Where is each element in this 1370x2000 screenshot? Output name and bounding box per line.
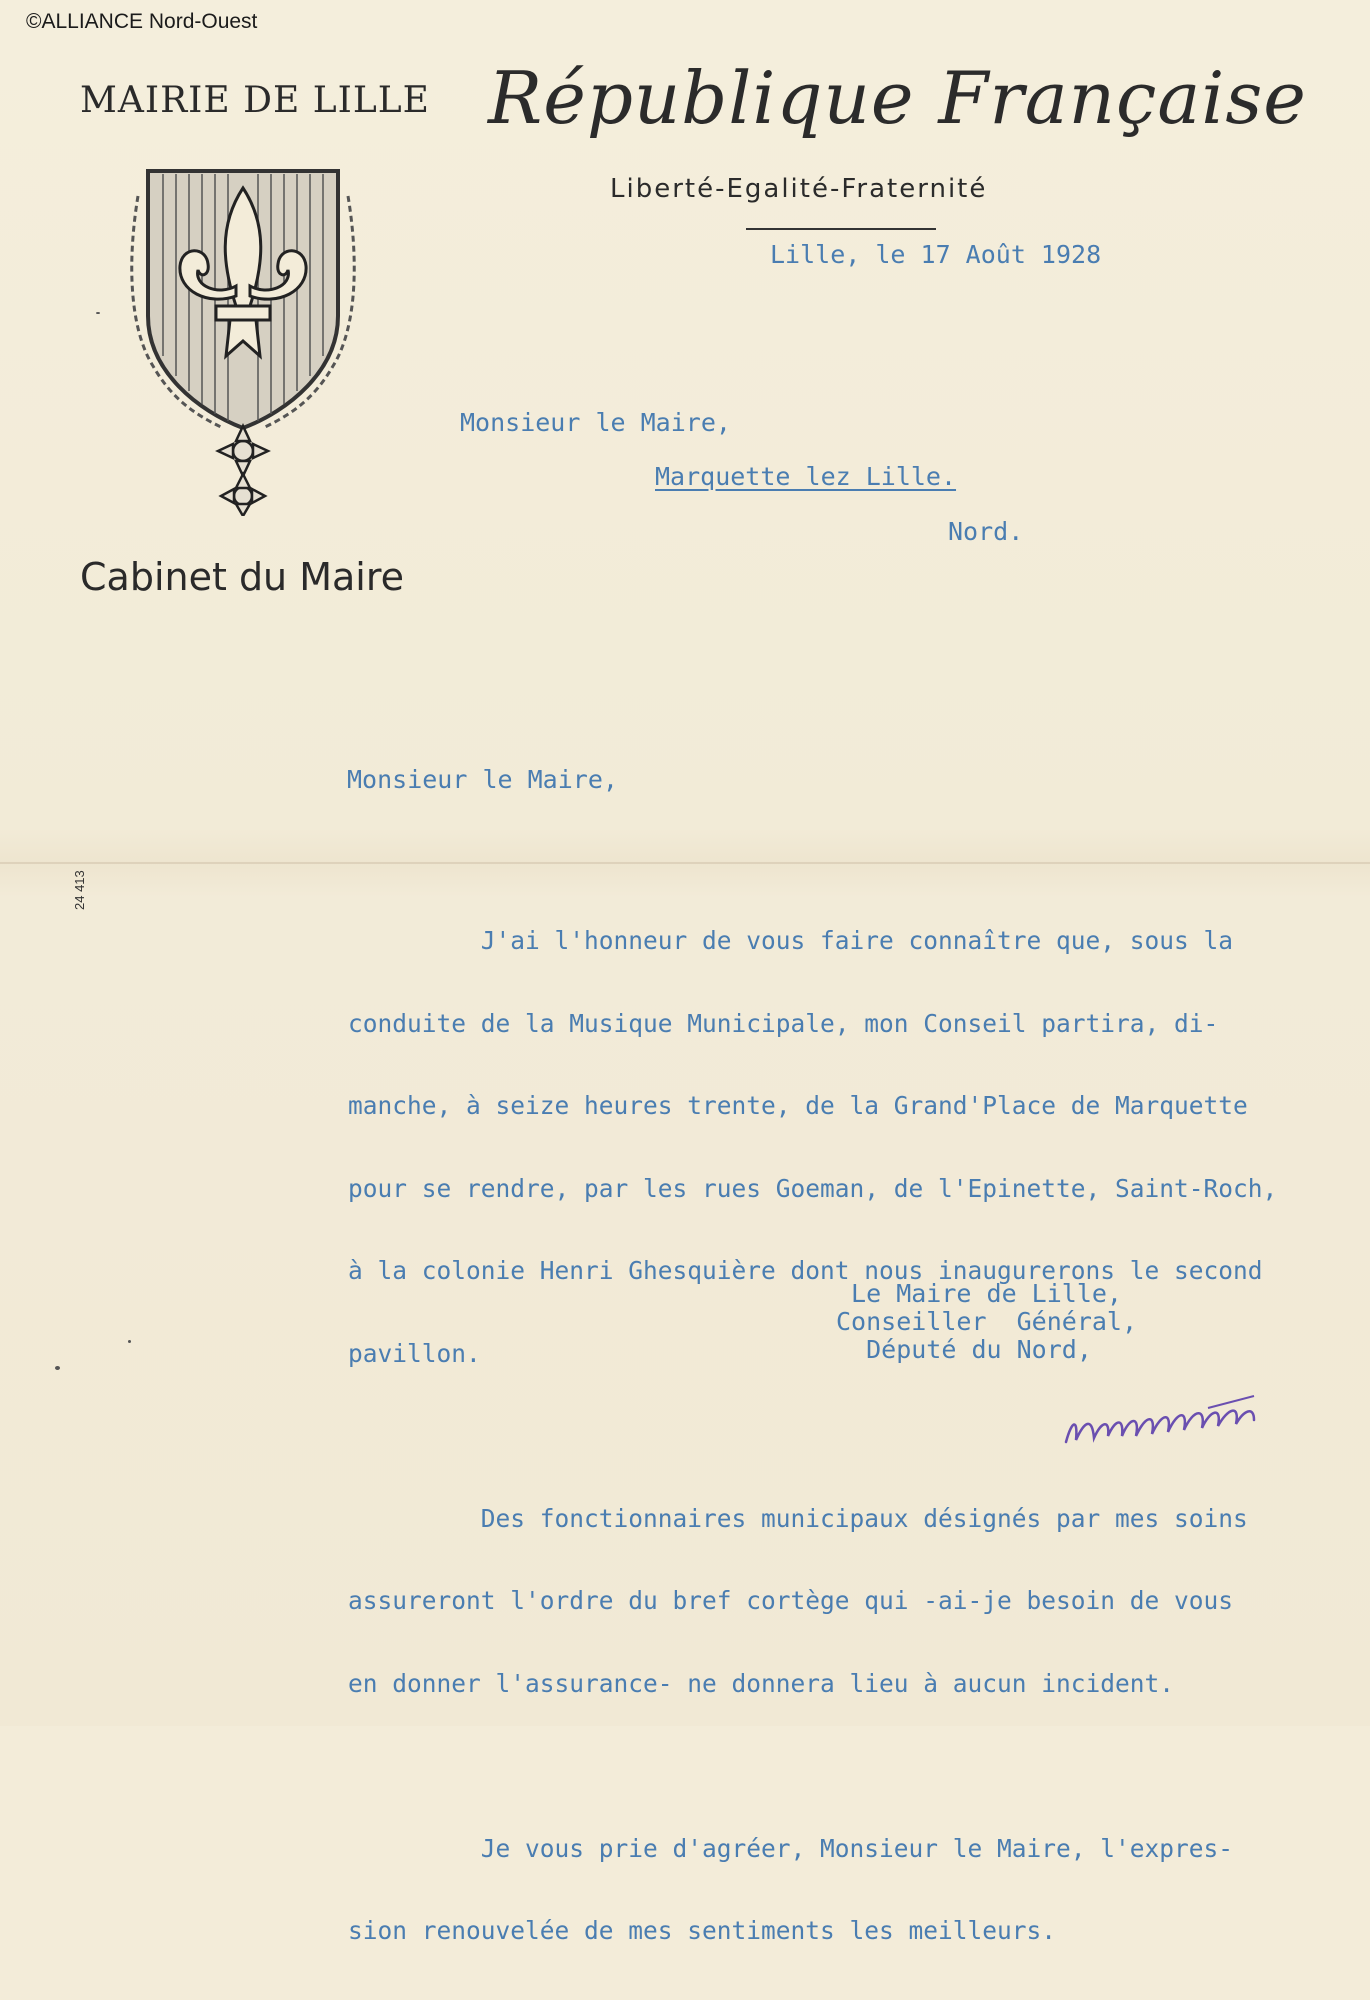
body-line: assureront l'ordre du bref cortège qui -ai-je besoin de vous (348, 1586, 1234, 1615)
body-line: Je vous prie d'agréer, Monsieur le Maire, l'expres- (348, 1833, 1234, 1863)
motto-underline (746, 228, 936, 230)
body-line (348, 1752, 1358, 1780)
lille-coat-of-arms-icon (118, 166, 368, 516)
letter-date: Lille, le 17 Août 1928 (770, 240, 1102, 269)
body-line: sion renouvelée de mes sentiments les meilleurs. (348, 1916, 1057, 1945)
signatory-mandate: Député du Nord, (836, 1335, 1092, 1364)
body-line: en donner l'assurance- ne donnera lieu à aucun incident. (348, 1668, 1175, 1698)
body-line: manche, à seize heures trente, de la Grand'Place de Marquette (348, 1091, 1248, 1120)
city-hall-heading: MAIRIE DE LILLE (80, 80, 430, 121)
motto: Liberté-Egalité-Fraternité (610, 174, 988, 204)
paper-speck (96, 312, 100, 314)
body-line: pour se rendre, par les rues Goeman, de l'Epinette, Saint-Roch, (348, 1173, 1278, 1203)
paper-speck (55, 1366, 60, 1370)
body-line: conduite de la Musique Municipale, mon Conseil partira, di- (348, 1008, 1219, 1038)
republic-heading: République Française (488, 56, 1307, 140)
signatory-title: Le Maire de Lille, (836, 1279, 1122, 1308)
body-line: J'ai l'honneur de vous faire connaître que, sous la (348, 926, 1234, 955)
recipient-title: Monsieur le Maire, (460, 408, 731, 437)
copyright-notice: ©ALLIANCE Nord-Ouest (26, 10, 258, 33)
signatory-office: Conseiller Général, (836, 1307, 1138, 1336)
fold-line (0, 862, 1370, 864)
body-line: à la colonie Henri Ghesquière dont nous inaugurerons le second (348, 1256, 1263, 1285)
recipient-region: Nord. (948, 517, 1024, 546)
body-line: pavillon. (348, 1338, 481, 1368)
recipient-town: Marquette lez Lille. (655, 462, 957, 491)
paper-speck (128, 1340, 131, 1343)
body-line: Des fonctionnaires municipaux désignés par mes soins (348, 1503, 1248, 1533)
reference-number: 24 413 (72, 870, 87, 910)
signature-block (836, 1280, 1137, 1364)
handwritten-signature-icon (1058, 1380, 1268, 1460)
office-heading: Cabinet du Maire (80, 555, 405, 599)
salutation: Monsieur le Maire, (347, 765, 618, 794)
